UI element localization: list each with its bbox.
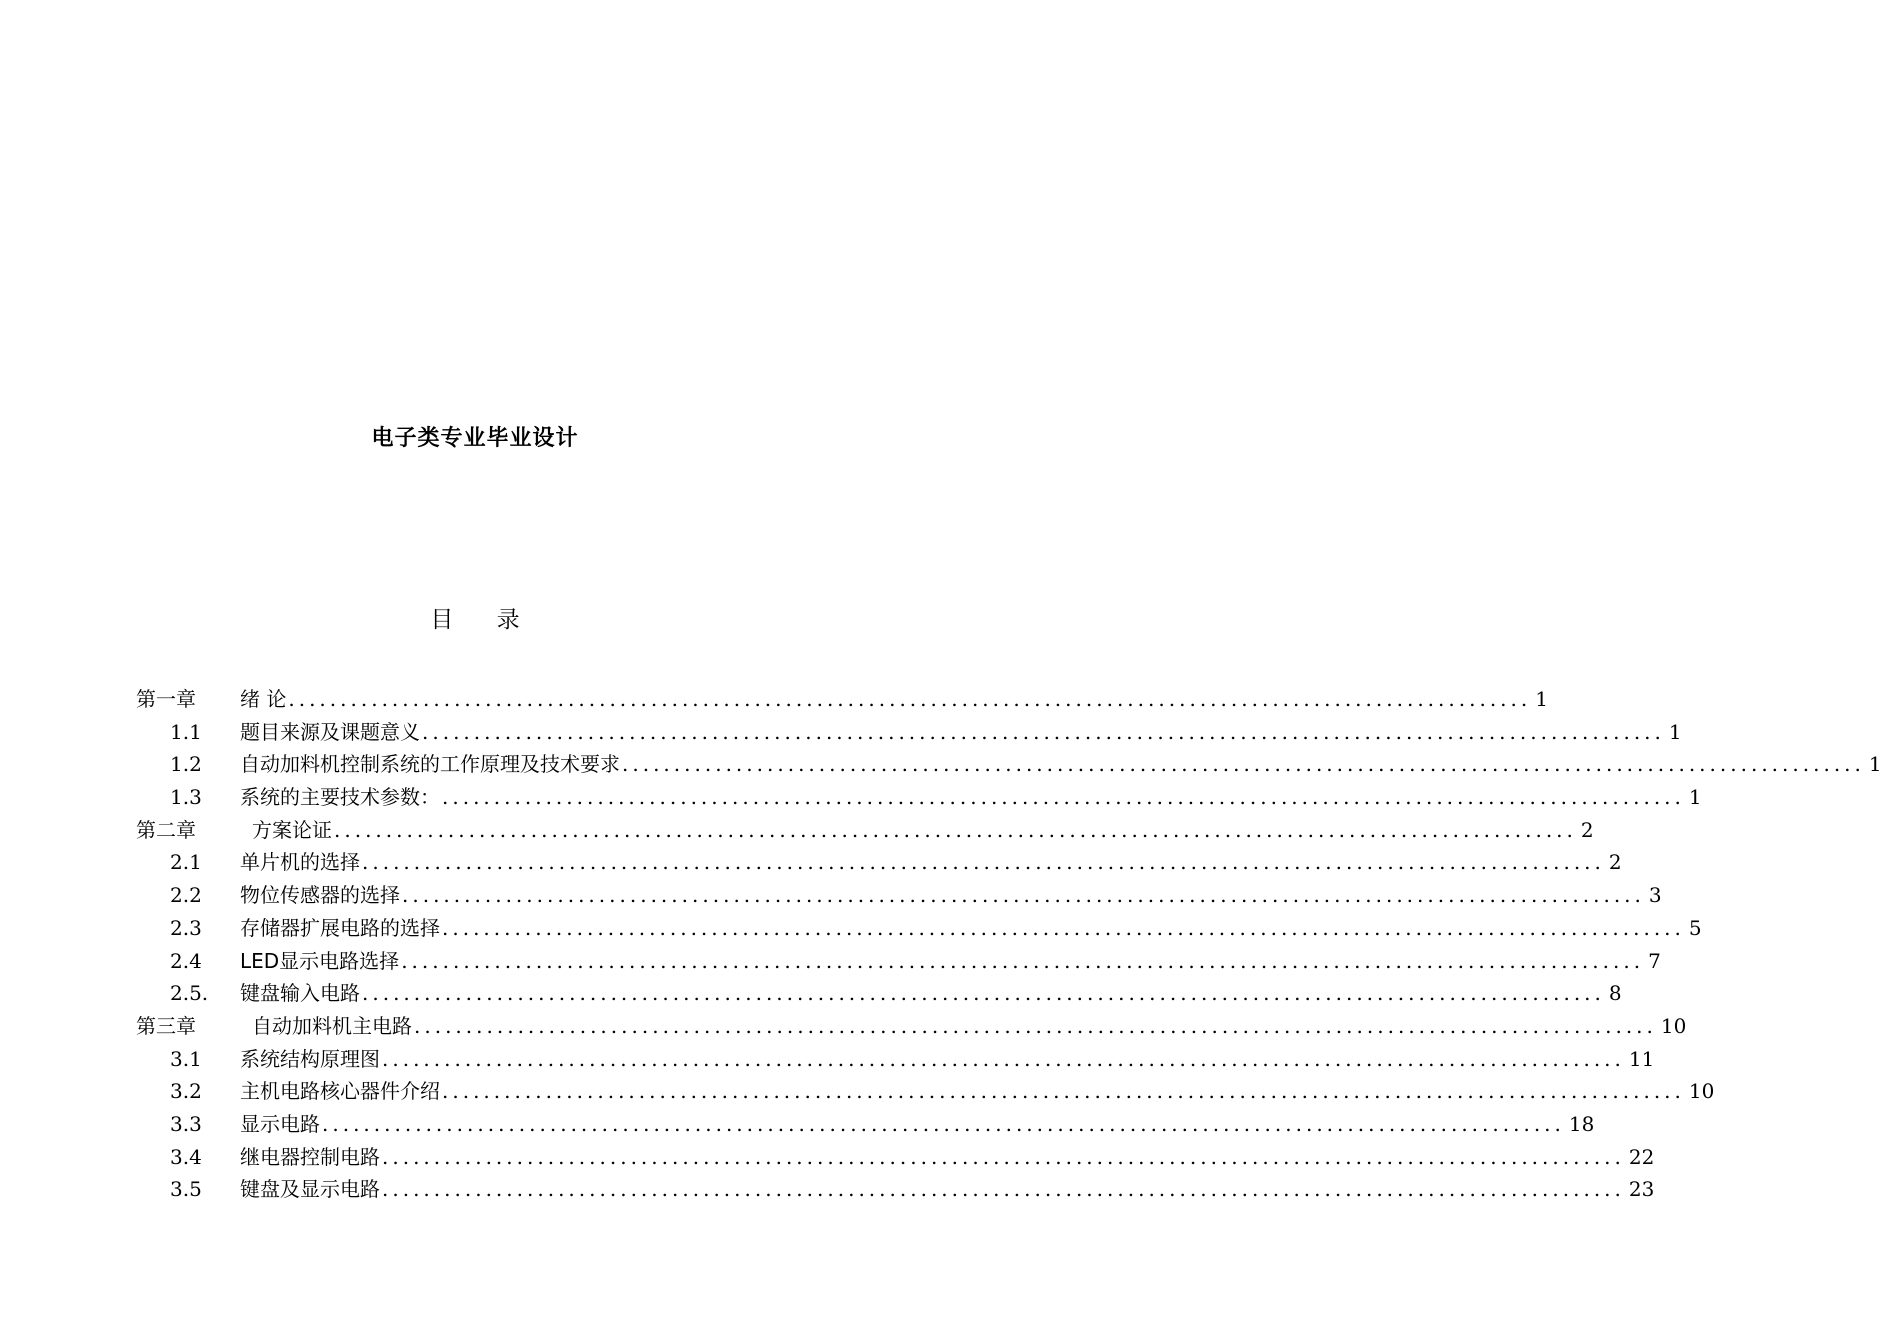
toc-dot-leader: ........................................................................................................................ — [322, 1111, 1565, 1136]
toc-entry-title: 键盘及显示电路 — [240, 1177, 380, 1202]
toc-entry-title: 继电器控制电路 — [240, 1144, 380, 1169]
toc-entry[interactable] — [136, 683, 1548, 716]
toc-entry-title: 主机电路核心器件介绍 — [240, 1079, 440, 1104]
toc-dot-leader: ........................................................................................................................ — [362, 981, 1605, 1006]
toc-entry-number: 1.2 — [170, 752, 202, 777]
toc-dot-leader: ........................................................................................................................ — [442, 785, 1685, 810]
toc-dot-leader: ........................................................................................................................ — [402, 883, 1645, 908]
toc-entry[interactable] — [136, 846, 1622, 879]
toc-entry-page: 8 — [1608, 981, 1622, 1006]
toc-entry-page: 5 — [1688, 915, 1702, 940]
toc-entry-number: 1.1 — [170, 719, 202, 744]
toc-entry[interactable] — [136, 879, 1662, 912]
toc-entry-title: 物位传感器的选择 — [240, 883, 400, 908]
toc-entry-page: 7 — [1648, 948, 1661, 973]
toc-entry[interactable] — [136, 814, 1594, 847]
toc-dot-leader: ........................................................................................................................ — [414, 1013, 1657, 1038]
toc-entry-number: 第二章 — [136, 817, 196, 842]
toc-entry-page: 10 — [1688, 1079, 1715, 1104]
toc-dot-leader: ........................................................................................................................ — [401, 948, 1645, 973]
toc-entry-page: 1 — [1688, 785, 1702, 810]
toc-dot-leader: ........................................................................................................................ — [334, 817, 1577, 842]
toc-entry-page: 11 — [1628, 1046, 1655, 1071]
toc-entry-number: 2.2 — [170, 883, 202, 908]
toc-entry-title: 显示电路 — [240, 1111, 320, 1136]
toc-entry-page: 10 — [1660, 1013, 1687, 1038]
toc-entry-title: 系统的主要技术参数： — [240, 785, 440, 810]
toc-entry-title: 题目来源及课题意义 — [240, 719, 420, 744]
toc-entry-page: 22 — [1628, 1144, 1655, 1169]
document-title: 电子类专业毕业设计 — [371, 426, 579, 451]
toc-entry-page: 18 — [1568, 1111, 1595, 1136]
toc-entry-number: 2.1 — [170, 850, 202, 875]
toc-entry-number: 2.5. — [170, 981, 209, 1006]
table-of-contents — [136, 683, 1882, 1206]
toc-entry-page: 2 — [1580, 817, 1594, 842]
toc-entry-page: 23 — [1628, 1177, 1655, 1202]
toc-entry-title: 自动加料机控制系统的工作原理及技术要求 — [240, 752, 620, 777]
toc-entry-number: 2.4 — [170, 948, 202, 973]
toc-entry-title: 存储器扩展电路的选择 — [240, 915, 440, 940]
toc-entry-page: 1 — [1535, 687, 1548, 711]
toc-entry-title: 方案论证 — [252, 817, 332, 842]
toc-dot-leader: ........................................................................................................................ — [362, 850, 1605, 875]
toc-entry[interactable] — [136, 1010, 1687, 1043]
toc-dot-leader: ........................................................................................................................ — [442, 915, 1685, 940]
toc-dot-leader: ........................................................................................................................ — [382, 1144, 1625, 1169]
toc-entry[interactable] — [136, 1043, 1655, 1076]
toc-entry[interactable] — [136, 1141, 1655, 1174]
toc-dot-leader: ........................................................................................................................ — [382, 1046, 1625, 1071]
toc-entry[interactable] — [136, 1075, 1715, 1108]
toc-entry[interactable] — [136, 781, 1702, 814]
toc-entry[interactable] — [136, 945, 1661, 978]
toc-entry-page: 3 — [1648, 883, 1662, 908]
toc-entry[interactable] — [136, 977, 1622, 1010]
toc-entry-title: 自动加料机主电路 — [252, 1013, 412, 1038]
toc-entry[interactable] — [136, 1173, 1655, 1206]
toc-entry-title: 键盘输入电路 — [240, 981, 360, 1006]
toc-dot-leader: ........................................................................................................................ — [442, 1079, 1685, 1104]
toc-dot-leader: ........................................................................................................................ — [422, 719, 1665, 744]
toc-entry-title: 绪 论 — [240, 687, 287, 711]
toc-entry-number: 1.3 — [170, 785, 202, 810]
toc-entry[interactable] — [136, 912, 1702, 945]
toc-entry-title: 单片机的选择 — [240, 850, 360, 875]
toc-entry-page: 2 — [1608, 850, 1622, 875]
toc-entry-number: 3.5 — [170, 1177, 202, 1202]
toc-entry-number: 2.3 — [170, 915, 202, 940]
toc-dot-leader: ........................................................................................................................ — [382, 1177, 1625, 1202]
toc-entry[interactable] — [136, 716, 1682, 749]
toc-entry-number: 3.4 — [170, 1144, 202, 1169]
toc-entry[interactable] — [136, 748, 1882, 781]
toc-entry-title: LED显示电路选择 — [240, 948, 400, 973]
toc-entry-number: 3.3 — [170, 1111, 202, 1136]
toc-heading: 目 录 — [430, 607, 538, 633]
toc-entry-number: 3.1 — [170, 1046, 202, 1071]
toc-dot-leader: ........................................................................................................................ — [622, 752, 1865, 777]
toc-entry-title: 系统结构原理图 — [240, 1046, 380, 1071]
toc-entry-number: 3.2 — [170, 1079, 202, 1104]
toc-entry-page: 1 — [1868, 752, 1882, 777]
toc-dot-leader: ........................................................................................................................ — [288, 687, 1532, 711]
toc-entry-number: 第一章 — [136, 687, 196, 711]
toc-entry[interactable] — [136, 1108, 1595, 1141]
toc-entry-number: 第三章 — [136, 1013, 196, 1038]
toc-entry-page: 1 — [1668, 719, 1682, 744]
